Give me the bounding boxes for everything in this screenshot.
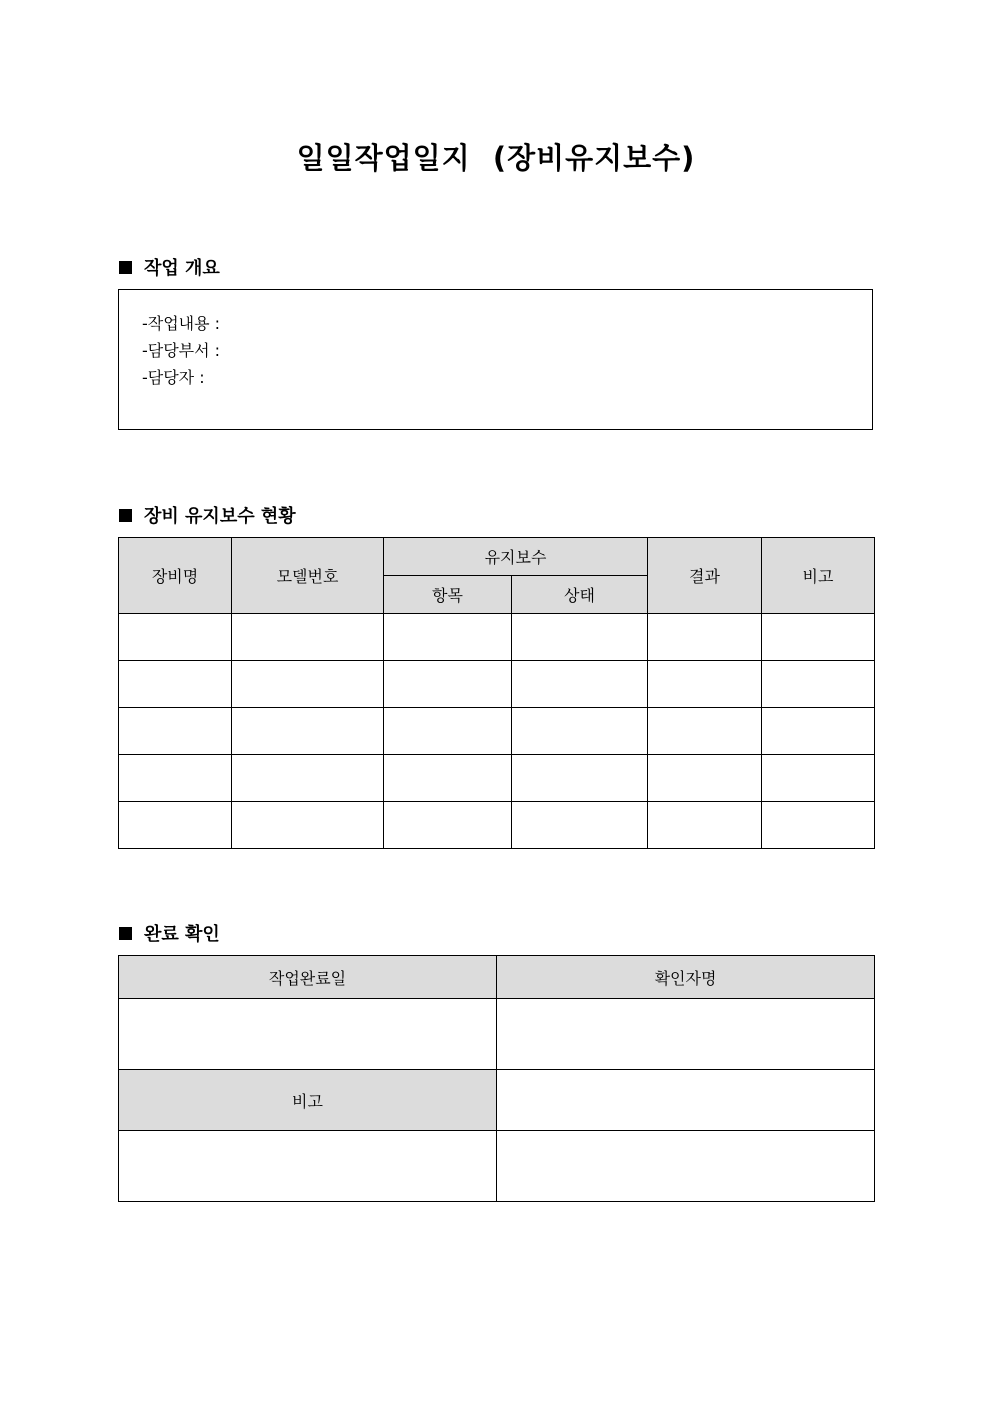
- table-cell[interactable]: [512, 802, 648, 849]
- header-completion-date: 작업완료일: [119, 956, 497, 999]
- equipment-heading: [119, 502, 296, 528]
- header-remarks: 비고: [762, 538, 875, 614]
- equipment-heading-text: 장비 유지보수 현황: [144, 506, 296, 527]
- completion-remarks-side-cell[interactable]: [497, 1070, 875, 1131]
- table-cell[interactable]: [512, 708, 648, 755]
- completion-heading: [119, 920, 220, 946]
- table-cell[interactable]: [648, 802, 762, 849]
- header-completion-remarks: 비고: [119, 1070, 497, 1131]
- department-field[interactable]: -담당부서 :: [142, 341, 221, 360]
- table-cell[interactable]: [232, 802, 384, 849]
- overview-heading: [119, 254, 220, 280]
- overview-box: [118, 289, 873, 430]
- document-title: 일일작업일지 (장비유지보수): [296, 141, 696, 175]
- table-cell[interactable]: [119, 708, 232, 755]
- work-content-field[interactable]: -작업내용 :: [142, 314, 221, 333]
- table-row: [119, 755, 875, 802]
- table-cell[interactable]: [648, 614, 762, 661]
- square-bullet-icon: [119, 509, 132, 522]
- table-cell[interactable]: [762, 708, 875, 755]
- table-cell[interactable]: [119, 661, 232, 708]
- table-cell[interactable]: [762, 802, 875, 849]
- table-cell[interactable]: [762, 661, 875, 708]
- table-cell[interactable]: [762, 614, 875, 661]
- table-cell[interactable]: [232, 661, 384, 708]
- header-status: 상태: [512, 576, 648, 614]
- table-cell[interactable]: [648, 755, 762, 802]
- square-bullet-icon: [119, 261, 132, 274]
- table-cell[interactable]: [232, 708, 384, 755]
- header-maintenance: 유지보수: [384, 538, 648, 576]
- overview-heading-text: 작업 개요: [144, 258, 220, 279]
- table-cell[interactable]: [762, 755, 875, 802]
- table-cell[interactable]: [384, 661, 512, 708]
- table-cell[interactable]: [232, 614, 384, 661]
- table-cell[interactable]: [119, 614, 232, 661]
- header-confirmer-name: 확인자명: [497, 956, 875, 999]
- completion-table: [118, 955, 875, 1202]
- table-row: [119, 661, 875, 708]
- table-cell[interactable]: [119, 755, 232, 802]
- completion-remarks-cell-2[interactable]: [497, 1131, 875, 1202]
- table-cell[interactable]: [512, 661, 648, 708]
- table-cell[interactable]: [384, 802, 512, 849]
- person-in-charge-field[interactable]: -담당자 :: [142, 368, 205, 387]
- equipment-table: [118, 537, 875, 849]
- table-cell[interactable]: [384, 755, 512, 802]
- table-cell[interactable]: [384, 614, 512, 661]
- table-cell[interactable]: [648, 708, 762, 755]
- table-cell[interactable]: [232, 755, 384, 802]
- square-bullet-icon: [119, 927, 132, 940]
- table-cell[interactable]: [384, 708, 512, 755]
- header-model-number: 모델번호: [232, 538, 384, 614]
- completion-heading-text: 완료 확인: [144, 924, 220, 945]
- table-row: [119, 614, 875, 661]
- header-equipment-name: 장비명: [119, 538, 232, 614]
- table-cell[interactable]: [648, 661, 762, 708]
- table-cell[interactable]: [512, 755, 648, 802]
- header-result: 결과: [648, 538, 762, 614]
- completion-remarks-cell[interactable]: [119, 1131, 497, 1202]
- header-item: 항목: [384, 576, 512, 614]
- table-row: [119, 708, 875, 755]
- table-cell[interactable]: [512, 614, 648, 661]
- confirmer-name-cell[interactable]: [497, 999, 875, 1070]
- table-cell[interactable]: [119, 802, 232, 849]
- completion-date-cell[interactable]: [119, 999, 497, 1070]
- table-row: [119, 802, 875, 849]
